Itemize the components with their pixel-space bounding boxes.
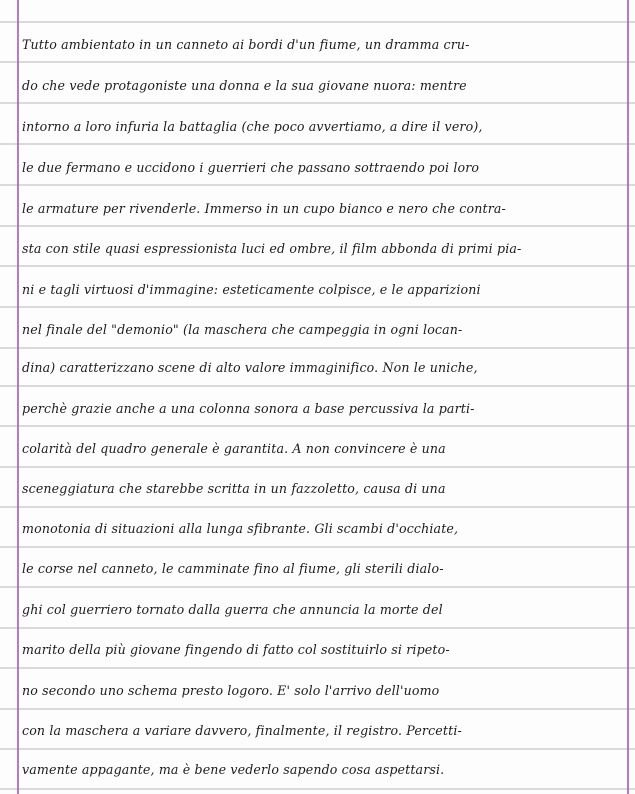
text-line-4: le due fermano e uccidono i guerrieri che passano sottraendo poi loro — [22, 160, 480, 175]
text-line-12: sceneggiatura che starebbe scritta in un fazzoletto, causa di una — [22, 481, 446, 496]
text-line-14: le corse nel canneto, le camminate fino al fiume, gli sterili dialo- — [22, 561, 444, 576]
text-line-16: marito della più giovane fingendo di fatto col sostituirlo si ripeto- — [22, 642, 450, 657]
text-line-19: vamente appagante, ma è bene vederlo sapendo cosa aspettarsi. — [22, 762, 445, 777]
text-line-6: sta con stile quasi espressionista luci ed ombre, il film abbonda di primi pia- — [22, 241, 522, 256]
text-line-2: do che vede protagoniste una donna e la sua giovane nuora: mentre — [22, 78, 467, 93]
text-line-18: con la maschera a variare davvero, finalmente, il registro. Percetti- — [22, 723, 462, 738]
text-line-13: monotonia di situazioni alla lunga sfibrante. Gli scambi d'occhiate, — [22, 521, 459, 536]
text-line-17: no secondo uno schema presto logoro. E' solo l'arrivo dell'uomo — [22, 683, 440, 698]
text-line-10: perchè grazie anche a una colonna sonora a base percussiva la parti- — [22, 401, 475, 416]
text-line-3: intorno a loro infuria la battaglia (che poco avvertiamo, a dire il vero), — [22, 119, 483, 134]
text-line-8: nel finale del "demonio" (la maschera che campeggia in ogni locan- — [22, 322, 463, 337]
text-line-7: ni e tagli virtuosi d'immagine: esteticamente colpisce, e le apparizioni — [22, 282, 481, 297]
text-line-5: le armature per rivenderle. Immerso in un cupo bianco e nero che contra- — [22, 201, 506, 216]
text-line-1: Tutto ambientato in un canneto ai bordi d'un fiume, un dramma cru- — [22, 37, 470, 52]
text-line-15: ghi col guerriero tornato dalla guerra che annuncia la morte del — [22, 602, 443, 617]
text-line-11: colarità del quadro generale è garantita. A non convincere è una — [22, 441, 446, 456]
text-line-9: dina) caratterizzano scene di alto valore immaginifico. Non le uniche, — [22, 360, 478, 375]
